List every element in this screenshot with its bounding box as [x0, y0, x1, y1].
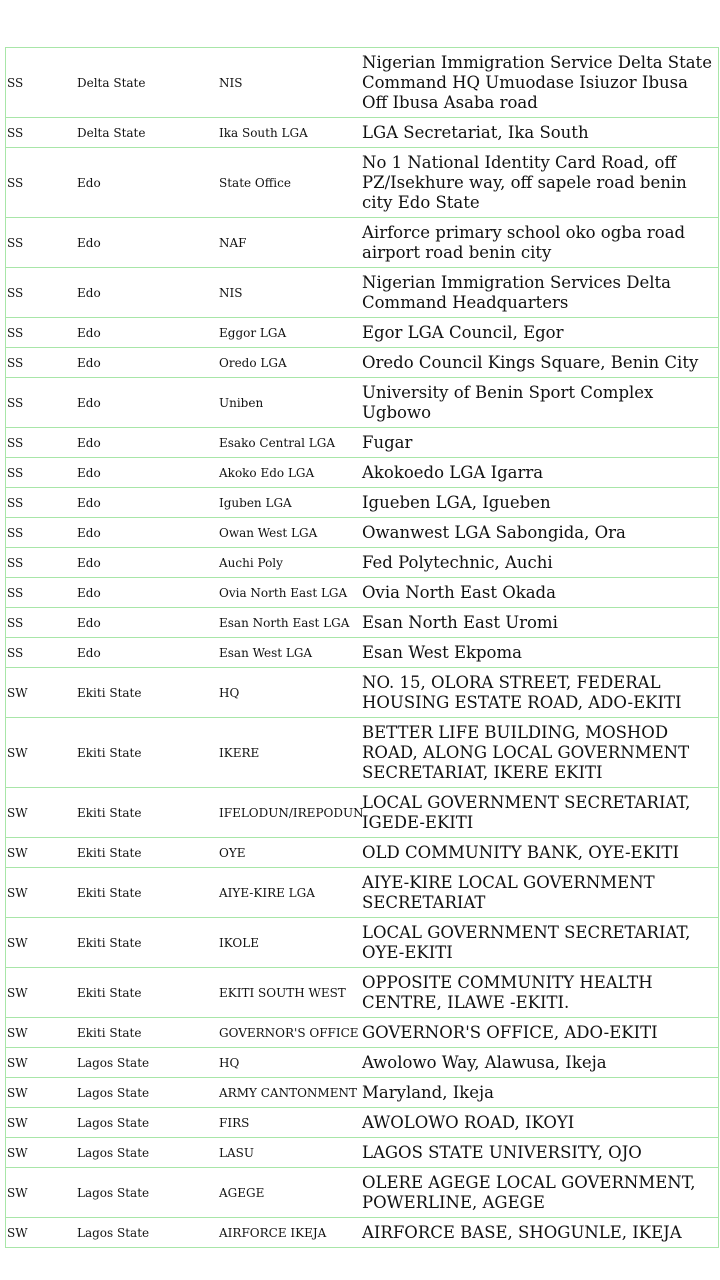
- zone-cell: SW: [6, 968, 78, 1018]
- centre-cell: Owan West LGA: [219, 518, 360, 548]
- zone-cell: SS: [6, 218, 78, 268]
- zone-cell: SS: [6, 268, 78, 318]
- table-row: [6, 48, 719, 118]
- centre-cell: FIRS: [219, 1108, 360, 1138]
- state-cell: Edo: [77, 608, 219, 638]
- state-cell: Edo: [77, 458, 219, 488]
- state-cell: Lagos State: [77, 1218, 219, 1248]
- table-row: [6, 1138, 719, 1168]
- zone-cell: SW: [6, 1018, 78, 1048]
- zone-cell: SW: [6, 1048, 78, 1078]
- zone-cell: SS: [6, 488, 78, 518]
- zone-cell: SW: [6, 1108, 78, 1138]
- table-row: [6, 1108, 719, 1138]
- zone-cell: SS: [6, 578, 78, 608]
- zone-cell: SW: [6, 918, 78, 968]
- state-cell: Ekiti State: [77, 918, 219, 968]
- table-row: [6, 788, 719, 838]
- centre-cell: Esan West LGA: [219, 638, 360, 668]
- address-cell: Nigerian Immigration Service Delta State Command HQ Umuodase Isiuzor Ibusa Off Ibusa Asaba road: [360, 48, 719, 118]
- state-cell: Edo: [77, 638, 219, 668]
- enrollment-centres-table: [5, 47, 719, 1248]
- zone-cell: SS: [6, 518, 78, 548]
- table-row: [6, 318, 719, 348]
- table-row: [6, 608, 719, 638]
- state-cell: Lagos State: [77, 1108, 219, 1138]
- centre-cell: IFELODUN/IREPODUN: [219, 788, 360, 838]
- zone-cell: SS: [6, 458, 78, 488]
- address-cell: GOVERNOR'S OFFICE, ADO-EKITI: [360, 1018, 719, 1048]
- zone-cell: SW: [6, 1218, 78, 1248]
- table-row: [6, 268, 719, 318]
- address-cell: Esan West Ekpoma: [360, 638, 719, 668]
- table-row: [6, 428, 719, 458]
- zone-cell: SW: [6, 788, 78, 838]
- state-cell: Lagos State: [77, 1078, 219, 1108]
- table-row: [6, 868, 719, 918]
- table-row: [6, 578, 719, 608]
- centre-cell: ARMY CANTONMENT: [219, 1078, 360, 1108]
- centre-cell: Ika South LGA: [219, 118, 360, 148]
- centre-cell: AGEGE: [219, 1168, 360, 1218]
- centre-cell: Esan North East LGA: [219, 608, 360, 638]
- address-cell: Fed Polytechnic, Auchi: [360, 548, 719, 578]
- table-row: [6, 488, 719, 518]
- state-cell: Edo: [77, 148, 219, 218]
- enrollment-centres-table-container: [5, 47, 714, 1248]
- address-cell: BETTER LIFE BUILDING, MOSHOD ROAD, ALONG LOCAL GOVERNMENT SECRETARIAT, IKERE EKITI: [360, 718, 719, 788]
- table-row: [6, 378, 719, 428]
- table-row: [6, 1048, 719, 1078]
- state-cell: Edo: [77, 348, 219, 378]
- state-cell: Edo: [77, 378, 219, 428]
- table-row: [6, 148, 719, 218]
- state-cell: Edo: [77, 268, 219, 318]
- state-cell: Edo: [77, 578, 219, 608]
- zone-cell: SW: [6, 1138, 78, 1168]
- state-cell: Edo: [77, 428, 219, 458]
- address-cell: No 1 National Identity Card Road, off PZ/Isekhure way, off sapele road benin city Edo State: [360, 148, 719, 218]
- state-cell: Edo: [77, 218, 219, 268]
- zone-cell: SW: [6, 718, 78, 788]
- table-row: [6, 348, 719, 378]
- address-cell: OLERE AGEGE LOCAL GOVERNMENT, POWERLINE, AGEGE: [360, 1168, 719, 1218]
- centre-cell: Iguben LGA: [219, 488, 360, 518]
- zone-cell: SW: [6, 868, 78, 918]
- address-cell: Nigerian Immigration Services Delta Command Headquarters: [360, 268, 719, 318]
- zone-cell: SS: [6, 548, 78, 578]
- state-cell: Ekiti State: [77, 718, 219, 788]
- state-cell: Edo: [77, 518, 219, 548]
- table-row: [6, 1168, 719, 1218]
- centre-cell: HQ: [219, 668, 360, 718]
- state-cell: Ekiti State: [77, 838, 219, 868]
- address-cell: Egor LGA Council, Egor: [360, 318, 719, 348]
- zone-cell: SW: [6, 1168, 78, 1218]
- centre-cell: AIRFORCE IKEJA: [219, 1218, 360, 1248]
- state-cell: Edo: [77, 318, 219, 348]
- address-cell: LOCAL GOVERNMENT SECRETARIAT, IGEDE-EKITI: [360, 788, 719, 838]
- table-row: [6, 518, 719, 548]
- table-row: [6, 1018, 719, 1048]
- zone-cell: SW: [6, 668, 78, 718]
- address-cell: Awolowo Way, Alawusa, Ikeja: [360, 1048, 719, 1078]
- address-cell: AIRFORCE BASE, SHOGUNLE, IKEJA: [360, 1218, 719, 1248]
- address-cell: Oredo Council Kings Square, Benin City: [360, 348, 719, 378]
- centre-cell: Auchi Poly: [219, 548, 360, 578]
- address-cell: AWOLOWO ROAD, IKOYI: [360, 1108, 719, 1138]
- state-cell: Lagos State: [77, 1168, 219, 1218]
- zone-cell: SS: [6, 428, 78, 458]
- centre-cell: NIS: [219, 48, 360, 118]
- address-cell: LOCAL GOVERNMENT SECRETARIAT, OYE-EKITI: [360, 918, 719, 968]
- state-cell: Delta State: [77, 118, 219, 148]
- table-row: [6, 1218, 719, 1248]
- zone-cell: SS: [6, 638, 78, 668]
- centre-cell: EKITI SOUTH WEST: [219, 968, 360, 1018]
- address-cell: University of Benin Sport Complex Ugbowo: [360, 378, 719, 428]
- table-row: [6, 838, 719, 868]
- zone-cell: SS: [6, 118, 78, 148]
- centre-cell: IKERE: [219, 718, 360, 788]
- address-cell: Owanwest LGA Sabongida, Ora: [360, 518, 719, 548]
- table-row: [6, 1078, 719, 1108]
- state-cell: Ekiti State: [77, 968, 219, 1018]
- address-cell: Airforce primary school oko ogba road airport road benin city: [360, 218, 719, 268]
- table-row: [6, 458, 719, 488]
- address-cell: Fugar: [360, 428, 719, 458]
- state-cell: Ekiti State: [77, 1018, 219, 1048]
- state-cell: Edo: [77, 548, 219, 578]
- state-cell: Lagos State: [77, 1138, 219, 1168]
- zone-cell: SS: [6, 48, 78, 118]
- address-cell: Ovia North East Okada: [360, 578, 719, 608]
- zone-cell: SS: [6, 348, 78, 378]
- zone-cell: SS: [6, 148, 78, 218]
- address-cell: Igueben LGA, Igueben: [360, 488, 719, 518]
- address-cell: OPPOSITE COMMUNITY HEALTH CENTRE, ILAWE -EKITI.: [360, 968, 719, 1018]
- table-row: [6, 638, 719, 668]
- centre-cell: OYE: [219, 838, 360, 868]
- centre-cell: Eggor LGA: [219, 318, 360, 348]
- table-row: [6, 968, 719, 1018]
- table-row: [6, 668, 719, 718]
- centre-cell: IKOLE: [219, 918, 360, 968]
- state-cell: Lagos State: [77, 1048, 219, 1078]
- address-cell: Akokoedo LGA Igarra: [360, 458, 719, 488]
- table-body: [6, 48, 719, 1248]
- zone-cell: SW: [6, 1078, 78, 1108]
- centre-cell: Akoko Edo LGA: [219, 458, 360, 488]
- zone-cell: SS: [6, 318, 78, 348]
- centre-cell: Esako Central LGA: [219, 428, 360, 458]
- centre-cell: NIS: [219, 268, 360, 318]
- centre-cell: Oredo LGA: [219, 348, 360, 378]
- state-cell: Edo: [77, 488, 219, 518]
- address-cell: Maryland, Ikeja: [360, 1078, 719, 1108]
- centre-cell: HQ: [219, 1048, 360, 1078]
- centre-cell: Uniben: [219, 378, 360, 428]
- state-cell: Ekiti State: [77, 788, 219, 838]
- state-cell: Ekiti State: [77, 668, 219, 718]
- table-row: [6, 548, 719, 578]
- state-cell: Delta State: [77, 48, 219, 118]
- state-cell: Ekiti State: [77, 868, 219, 918]
- address-cell: AIYE-KIRE LOCAL GOVERNMENT SECRETARIAT: [360, 868, 719, 918]
- table-row: [6, 218, 719, 268]
- table-row: [6, 918, 719, 968]
- centre-cell: AIYE-KIRE LGA: [219, 868, 360, 918]
- zone-cell: SW: [6, 838, 78, 868]
- table-row: [6, 718, 719, 788]
- centre-cell: State Office: [219, 148, 360, 218]
- address-cell: LAGOS STATE UNIVERSITY, OJO: [360, 1138, 719, 1168]
- address-cell: OLD COMMUNITY BANK, OYE-EKITI: [360, 838, 719, 868]
- zone-cell: SS: [6, 608, 78, 638]
- table-row: [6, 118, 719, 148]
- centre-cell: NAF: [219, 218, 360, 268]
- zone-cell: SS: [6, 378, 78, 428]
- centre-cell: Ovia North East LGA: [219, 578, 360, 608]
- address-cell: Esan North East Uromi: [360, 608, 719, 638]
- centre-cell: GOVERNOR'S OFFICE: [219, 1018, 360, 1048]
- address-cell: LGA Secretariat, Ika South: [360, 118, 719, 148]
- centre-cell: LASU: [219, 1138, 360, 1168]
- address-cell: NO. 15, OLORA STREET, FEDERAL HOUSING ESTATE ROAD, ADO-EKITI: [360, 668, 719, 718]
